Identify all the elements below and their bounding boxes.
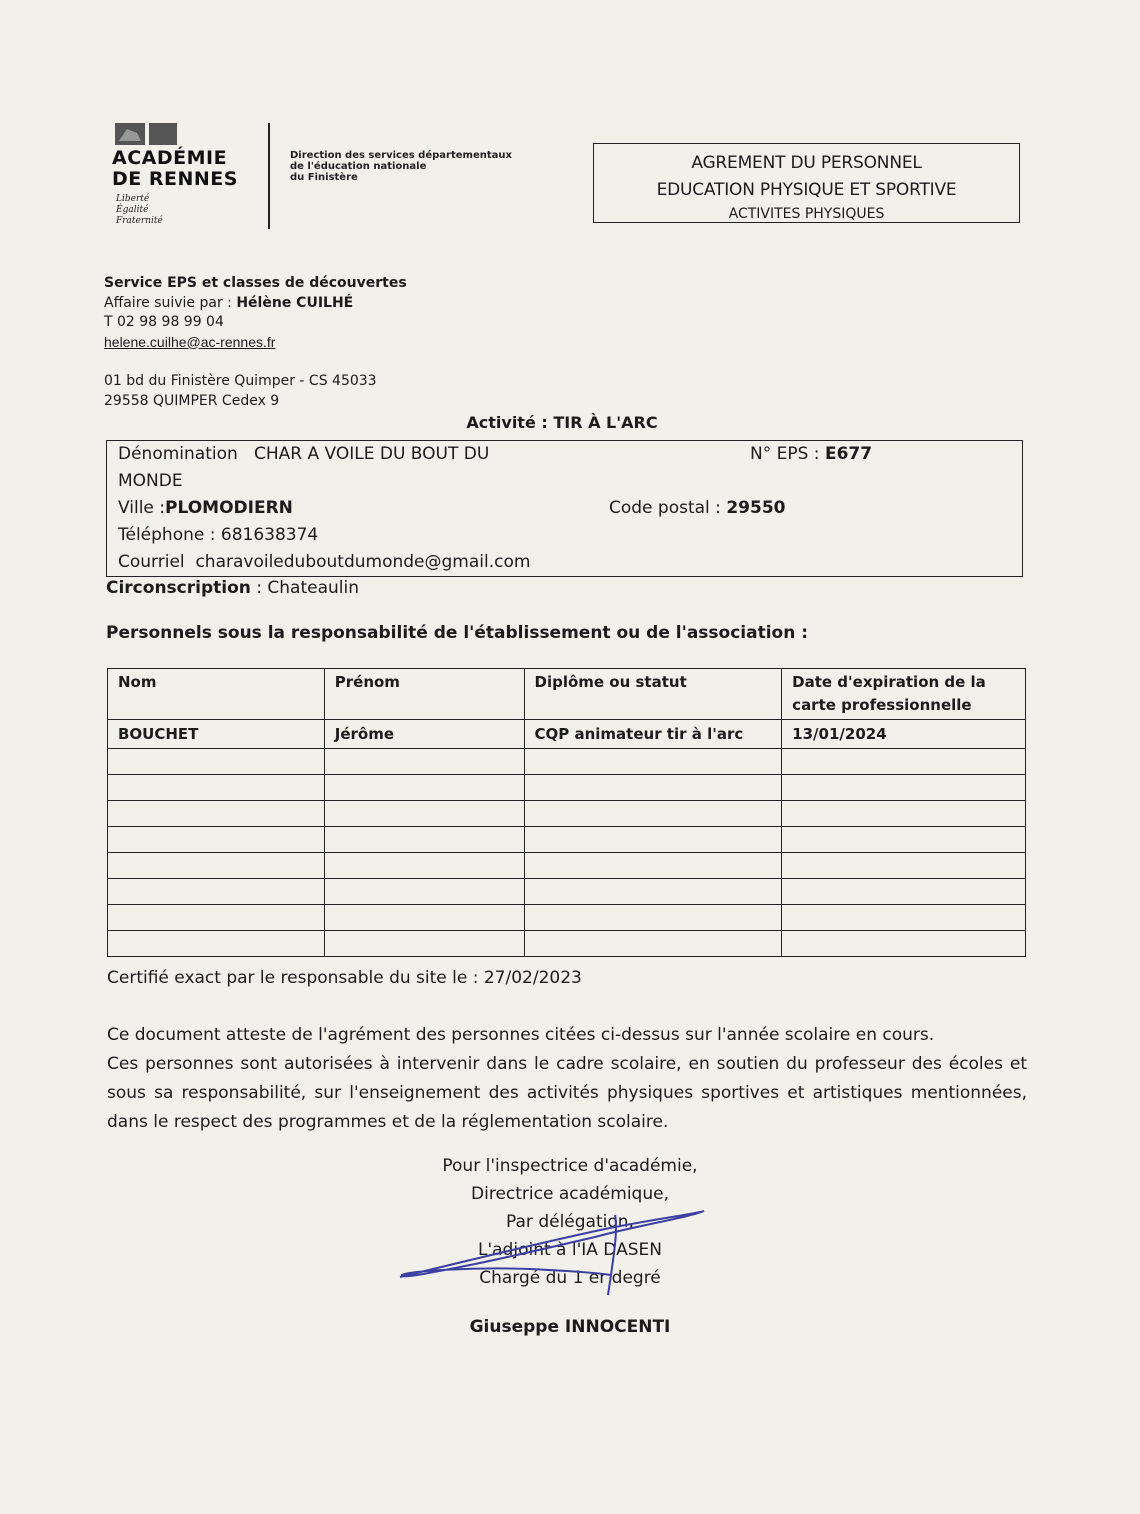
table-row-empty [108,749,1026,775]
certification-line: Certifié exact par le responsable du site le : 27/02/2023 [107,968,582,988]
title-line1: AGREMENT DU PERSONNEL [691,153,922,173]
phone-row: Téléphone : 681638374 [118,525,319,545]
denomination-continued: MONDE [118,471,183,491]
postal-code: Code postal : 29550 [609,498,786,518]
table-row-empty [108,801,1026,827]
followed-name: Hélène CUILHÉ [236,294,354,311]
denomination-row: Dénomination CHAR A VOILE DU BOUT DU [118,444,490,464]
followed-label: Affaire suivie par : [104,294,237,311]
email-row: Courriel charavoileduboutdumonde@gmail.com [118,552,531,572]
table-row-empty [108,827,1026,853]
circonscription: Circonscription : Chateaulin [106,578,359,598]
cell-prenom: Jérôme [324,720,524,749]
handwritten-signature [390,1195,720,1305]
service-contact [104,274,407,353]
academie-name: ACADÉMIE DE RENNES [112,147,238,190]
signature-block: Pour l'inspectrice d'académie, Directrice académique, Par délégation, L'adjoint à l'IA DASEN Chargé du 1 er degré [442,1156,698,1288]
city-row: Ville :PLOMODIERN [118,498,293,518]
direction-text: Direction des services départementaux de l'éducation nationale du Finistère [290,150,512,183]
cell-expiration: 13/01/2024 [782,720,1026,749]
title-line3: ACTIVITES PHYSIQUES [728,206,885,222]
col-header-prenom: Prénom [324,669,524,720]
signer-name: Giuseppe INNOCENTI [469,1317,671,1337]
republique-logo-icon [115,123,177,145]
service-phone: T 02 98 98 99 04 [104,314,224,330]
title-line2: EDUCATION PHYSIQUE ET SPORTIVE [656,180,957,200]
logo-divider [268,123,270,229]
table-row-empty [108,775,1026,801]
service-name: Service EPS et classes de découvertes [104,275,407,291]
personnels-heading: Personnels sous la responsabilité de l'établissement ou de l'association : [106,623,809,643]
staff-table [107,668,1026,957]
cell-diplome: CQP animateur tir à l'arc [524,720,782,749]
table-row-empty [108,853,1026,879]
cell-nom: BOUCHET [108,720,325,749]
document-title-box [593,143,1020,223]
activity-heading: Activité : TIR À L'ARC [466,413,658,432]
republic-motto: Liberté Égalité Fraternité [116,194,163,226]
col-header-expiration: Date d'expiration de la carte professionnelle [782,669,1026,720]
service-email-link[interactable]: helene.cuilhe@ac-rennes.fr [104,333,276,350]
table-header-row [108,669,1026,720]
table-row-empty [108,931,1026,957]
establishment-info-box [106,440,1023,577]
table-row-empty [108,879,1026,905]
col-header-nom: Nom [108,669,325,720]
table-row [108,720,1026,749]
table-row-empty [108,905,1026,931]
attestation-paragraph: Ce document atteste de l'agrément des personnes citées ci-dessus sur l'année scolaire en cours. Ces personnes sont autorisées à intervenir dans le cadre scolaire, en soutien du professeur des écoles et sous sa responsabilité, sur l'enseignement des activités physiques sportives et artistiques mentionnées, dans le respect des programmes et de la réglementation scolaire. [107,1025,1027,1132]
service-address: 01 bd du Finistère Quimper - CS 45033 29558 QUIMPER Cedex 9 [104,373,377,409]
col-header-diplome: Diplôme ou statut [524,669,782,720]
eps-number: N° EPS : E677 [750,444,873,464]
